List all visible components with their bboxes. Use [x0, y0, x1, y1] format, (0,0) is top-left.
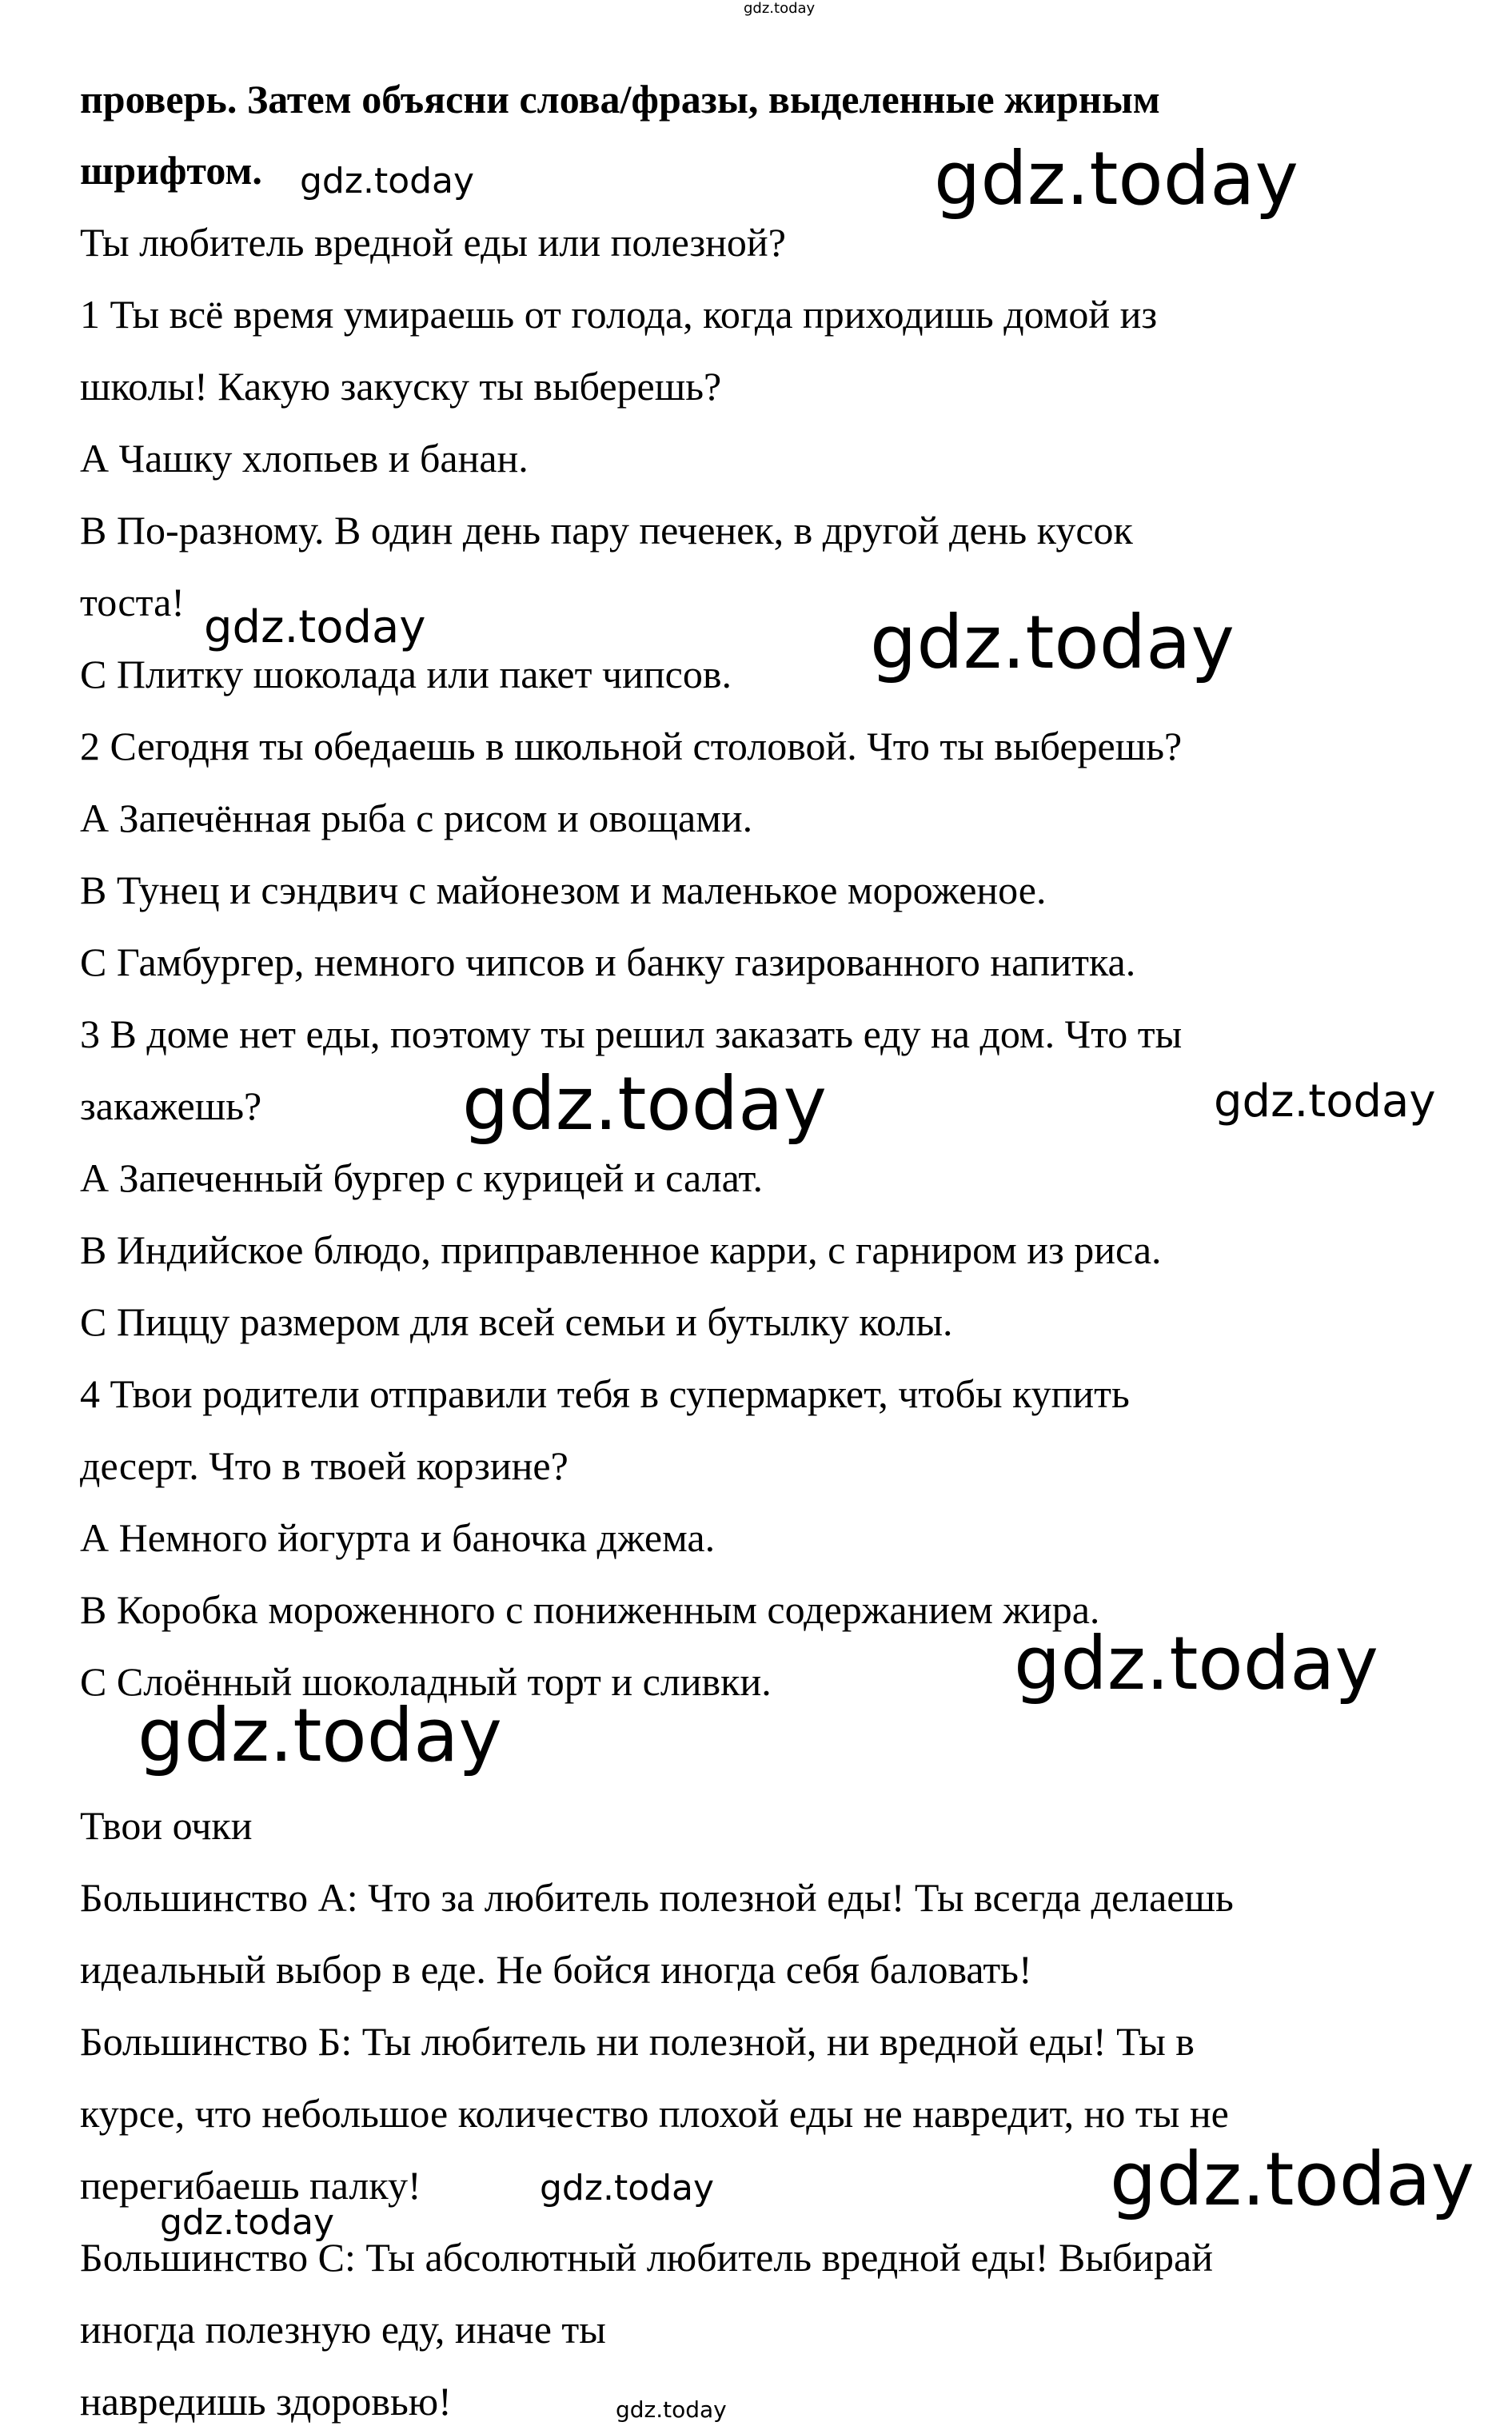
question-4-line-2: десерт. Что в твоей корзине?	[80, 1443, 568, 1488]
heading-line-1: проверь. Затем объясни слова/фразы, выделенные жирным	[80, 77, 1160, 122]
heading-line-2: шрифтом.	[80, 148, 262, 193]
watermark: gdz.today	[934, 136, 1299, 221]
question-2-line-1: 2 Сегодня ты обедаешь в школьной столовой. Что ты выберешь?	[80, 724, 1183, 768]
question-2-option-c: С Гамбургер, немного чипсов и банку газированного напитка.	[80, 940, 1136, 984]
scores-title: Твои очки	[80, 1803, 253, 1848]
watermark: gdz.today	[616, 2396, 727, 2423]
question-4-option-a: А Немного йогурта и баночка джема.	[80, 1515, 716, 1560]
result-b-line-2: курсе, что небольшое количество плохой еды не навредит, но ты не	[80, 2091, 1229, 2136]
question-3-option-c: С Пиццу размером для всей семьи и бутылку колы.	[80, 1299, 953, 1344]
question-4-option-c: С Слоённый шоколадный торт и сливки.	[80, 1659, 772, 1704]
question-4-line-1: 4 Твои родители отправили тебя в супермаркет, чтобы купить	[80, 1371, 1130, 1416]
question-1-option-b-line-2: тоста!	[80, 580, 185, 624]
result-a-line-1: Большинство А: Что за любитель полезной еды! Ты всегда делаешь	[80, 1875, 1234, 1920]
question-3-option-a: А Запеченный бургер с курицей и салат.	[80, 1155, 764, 1200]
result-b-line-1: Большинство Б: Ты любитель ни полезной, ни вредной еды! Ты в	[80, 2019, 1195, 2064]
watermark: gdz.today	[160, 2202, 335, 2243]
question-2-option-a: А Запечённая рыба с рисом и овощами.	[80, 796, 753, 840]
question-1-line-1: 1 Ты всё время умираешь от голода, когда приходишь домой из	[80, 292, 1158, 337]
question-3-option-b: В Индийское блюдо, приправленное карри, с гарниром из риса.	[80, 1227, 1162, 1272]
question-4-option-b: В Коробка мороженного с пониженным содержанием жира.	[80, 1587, 1100, 1632]
watermark: gdz.today	[744, 0, 816, 17]
watermark: gdz.today	[138, 1693, 502, 1778]
watermark: gdz.today	[1110, 2137, 1474, 2222]
result-c-line-1: Большинство С: Ты абсолютный любитель вредной еды! Выбирай	[80, 2235, 1213, 2280]
watermark: gdz.today	[462, 1061, 827, 1147]
watermark: gdz.today	[1214, 1075, 1436, 1127]
question-1-option-a: А Чашку хлопьев и банан.	[80, 436, 529, 481]
question-1-line-2: школы! Какую закуску ты выберешь?	[80, 364, 722, 409]
result-c-line-3: навредишь здоровью!	[80, 2379, 452, 2424]
quiz-title: Ты любитель вредной еды или полезной?	[80, 220, 786, 265]
question-1-option-b-line-1: В По-разному. В один день пару печенек, в другой день кусок	[80, 508, 1133, 553]
watermark: gdz.today	[870, 600, 1235, 685]
watermark: gdz.today	[540, 2168, 715, 2209]
watermark: gdz.today	[204, 601, 426, 653]
question-2-option-b: В Тунец и сэндвич с майонезом и маленькое мороженое.	[80, 868, 1047, 912]
watermark: gdz.today	[1014, 1621, 1378, 1706]
result-a-line-2: идеальный выбор в еде. Не бойся иногда себя баловать!	[80, 1947, 1032, 1992]
question-3-line-1: 3 В доме нет еды, поэтому ты решил заказать еду на дом. Что ты	[80, 1011, 1183, 1056]
result-b-line-3: перегибаешь палку!	[80, 2163, 421, 2208]
question-3-line-2: закажешь?	[80, 1083, 262, 1128]
watermark: gdz.today	[300, 161, 475, 202]
question-1-option-c: С Плитку шоколада или пакет чипсов.	[80, 652, 732, 696]
result-c-line-2: иногда полезную еду, иначе ты	[80, 2307, 606, 2352]
